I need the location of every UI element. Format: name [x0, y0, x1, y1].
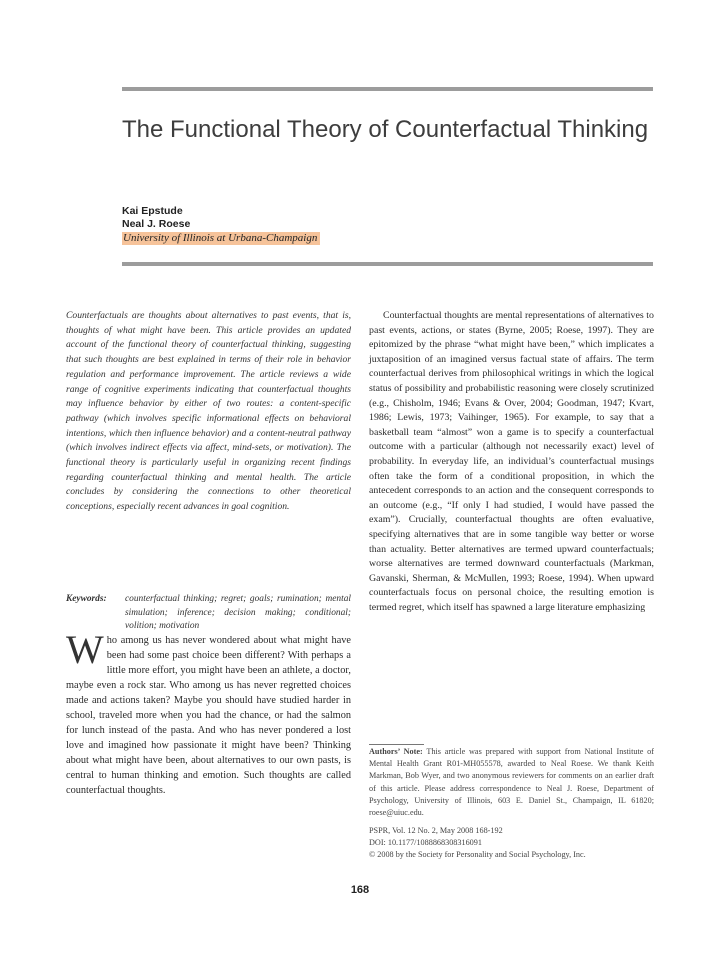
authors-note [369, 746, 654, 819]
article-title: The Functional Theory of Counterfactual Thinking [122, 116, 649, 143]
body-paragraph: Counterfactual thoughts are mental representations of alternatives to past events, actions, or states (Byrne, 2005; Roese, 1997). They are epitomized by the phrase “what might have been,” which implicates a juxtaposition of an imagined versus factual state of affairs. The term counterfactual derives from philosophical writings in which the logical status of possibility and probabilistic reasoning were closely scrutinized (e.g., Chisholm, 1946; Evans & Over, 2004; Goodman, 1947; Kvart, 1986; Lewis, 1973; Vaihinger, 1965). For example, to say that a basketball team “almost” won a game is to specify a counterfactual outcome with a particular (although not necessarily exact) level of probability. In everyday life, an individual’s counterfactual musings often take the form of a conditional proposition, in which the antecedent corresponds to an action and the consequent corresponds to an outcome (e.g., “If only I had studied, I would have passed the exam”). Crucially, counterfactual thoughts are often evaluative, specifying alternatives that are in some tangible way better or worse than actuality. Better alternatives are termed upward counterfactuals; worse alternatives are termed downward counterfactuals (Markman, Gavanski, Sherman, & McMullen, 1993; Roese, 1994). When upward counterfactuals focus on personal choice, the resulting emotion is termed regret, which itself has spawned a large literature emphasizing [369, 310, 654, 613]
journal-citation: PSPR, Vol. 12 No. 2, May 2008 168-192 [369, 826, 503, 835]
intro-text: ho among us has never wondered about what might have been had some past choice been different? With perhaps a little more effort, you might have been an athlete, a doctor, maybe even a rock star. Who among us has never regretted choices made and actions taken? Maybe you should have studied harder in school, traveled more when you had the chance, or had the salmon for lunch instead of the pasta. And who has never pondered a lost love and imagined how passionate it might have been? Thinking about what might have been, about alternatives to our own pasts, is central to human thinking and emotion. Such thoughts are called counterfactual thoughts. [66, 635, 351, 796]
header-bottom-rule [122, 262, 653, 266]
drop-cap: W [66, 627, 104, 672]
author-name: Kai Epstude [122, 205, 183, 217]
author-block [122, 205, 320, 245]
keywords [66, 593, 351, 634]
citation-block [369, 825, 654, 862]
doi: DOI: 10.1177/1088868308316091 [369, 838, 482, 848]
keywords-label: Keywords: [66, 594, 107, 604]
page-number: 168 [350, 884, 370, 896]
top-rule [122, 87, 653, 91]
authors-note-text: This article was prepared with support from National Institute of Mental Health Grant R01-MH055578, awarded to Neal Roese. We thank Keith Markman, Bob Wyer, and two anonymous reviewers for comments on an earlier draft of this article. Please address correspondence to Neal J. Roese, Department of Psychology, University of Illinois, 603 E. Daniel St., Champaign, IL 61820; roese@uiuc.edu. [369, 747, 654, 818]
author-name: Neal J. Roese [122, 218, 191, 230]
authors-note-label: Authors’ Note: [369, 747, 423, 756]
copyright: © 2008 by the Society for Personality and Social Psychology, Inc. [369, 850, 586, 860]
affiliation: University of Illinois at Urbana-Champaign [122, 232, 320, 245]
keywords-list: counterfactual thinking; regret; goals; rumination; mental simulation; inference; decision making; conditional; volition; motivation [125, 594, 351, 631]
intro-paragraph [66, 627, 351, 798]
footnote-rule [369, 744, 424, 745]
abstract: Counterfactuals are thoughts about alternatives to past events, that is, thoughts of what might have been. This article provides an updated account of the functional theory of counterfactual thinking, suggesting that such thoughts are best explained in terms of their role in behavior regulation and performance improvement. The article reviews a wide range of cognitive experiments indicating that counterfactual thoughts may influence behavior by either of two routes: a content-specific pathway (which involves specific informational effects on behavioral intentions, which then influence behavior) and a content-neutral pathway (which involves indirect effects via affect, mind-sets, or motivation). The functional theory is particularly useful in organizing recent findings regarding counterfactual thinking and mental health. The article concludes by considering the connections to other theoretical conceptions, especially recent advances in goal cognition. [66, 310, 351, 513]
